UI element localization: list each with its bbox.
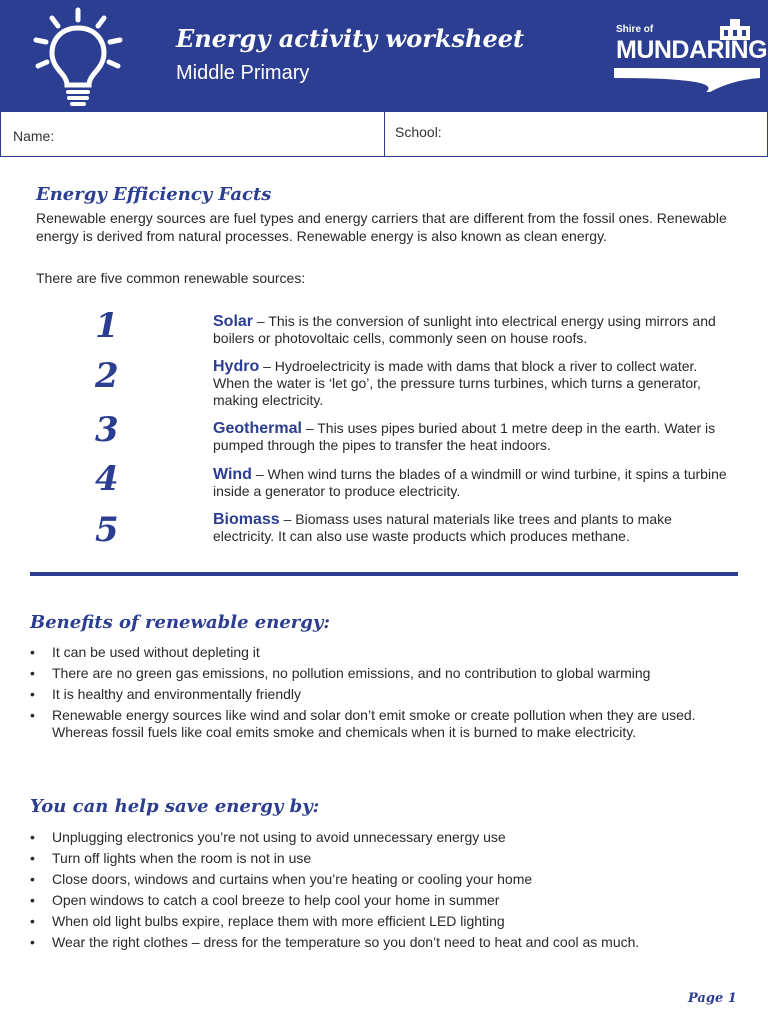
school-label: School: xyxy=(395,123,442,140)
list-item: • Turn off lights when the room is not in use xyxy=(30,850,730,867)
logo-text-small: Shire of xyxy=(616,24,654,35)
source-text: – This is the conversion of sunlight into electrical energy using mirrors and boilers or photovoltaic cells, commonly seen on house roofs. xyxy=(213,313,716,346)
source-item xyxy=(213,313,733,347)
source-name: Solar xyxy=(213,313,254,330)
source-name: Biomass xyxy=(213,511,280,528)
name-school-row xyxy=(0,111,768,157)
source-text: – When wind turns the blades of a windmill or wind turbine, it spins a turbine inside a generator to produce electricity. xyxy=(213,466,727,499)
mundaring-logo xyxy=(614,18,768,92)
section-divider xyxy=(30,572,738,576)
logo-swoosh xyxy=(614,66,762,92)
list-item: • There are no green gas emissions, no pollution emissions, and no contribution to global warming xyxy=(30,665,730,682)
list-item: • Wear the right clothes – dress for the temperature so you don’t need to heat and cool as much. xyxy=(30,934,730,951)
worksheet-header xyxy=(0,0,768,111)
source-number: 4 xyxy=(95,459,119,499)
logo-text-big: MUNDARING xyxy=(616,36,768,64)
list-item: • It can be used without depleting it xyxy=(30,644,730,661)
benefits-list xyxy=(30,644,730,741)
facts-intro: Renewable energy sources are fuel types and energy carriers that are different from the fossil ones. Renewable energy is derived from natural processes. Renewable energy is also known as clean energy. xyxy=(36,210,727,244)
list-item: • Renewable energy sources like wind and solar don’t emit smoke or create pollution when they are used. Whereas fossil fuels like coal emits smoke and chemicals when it is burned to make electricity. xyxy=(30,707,730,741)
source-number: 3 xyxy=(95,410,119,450)
benefits-heading: Benefits of renewable energy: xyxy=(30,612,330,633)
list-item: • Unplugging electronics you’re not using to avoid unnecessary energy use xyxy=(30,829,730,846)
source-text: – Biomass uses natural materials like trees and plants to make electricity. It can also use waste products which produces methane. xyxy=(213,511,672,544)
lightbulb-icon xyxy=(30,6,126,106)
source-name: Hydro xyxy=(213,358,260,375)
source-name: Geothermal xyxy=(213,420,302,437)
worksheet-title: Energy activity worksheet xyxy=(176,24,525,53)
source-number: 5 xyxy=(95,510,119,550)
list-item: • It is healthy and environmentally friendly xyxy=(30,686,730,703)
source-item xyxy=(213,420,733,454)
list-item: • Close doors, windows and curtains when you’re heating or cooling your home xyxy=(30,871,730,888)
source-number: 2 xyxy=(95,356,119,396)
save-heading: You can help save energy by: xyxy=(30,796,320,817)
worksheet-subtitle: Middle Primary xyxy=(176,62,310,84)
source-item xyxy=(213,511,733,545)
source-number: 1 xyxy=(95,306,119,346)
page-number: Page 1 xyxy=(688,991,737,1006)
facts-lead: There are five common renewable sources: xyxy=(36,270,306,286)
list-item: • When old light bulbs expire, replace them with more efficient LED lighting xyxy=(30,913,730,930)
list-item: • Open windows to catch a cool breeze to help cool your home in summer xyxy=(30,892,730,909)
source-text: – This uses pipes buried about 1 metre deep in the earth. Water is pumped through the pipes to transfer the heat indoors. xyxy=(213,420,716,453)
facts-heading: Energy Efficiency Facts xyxy=(36,184,272,205)
name-label: Name: xyxy=(13,128,55,144)
name-field[interactable] xyxy=(1,112,385,156)
source-item xyxy=(213,466,733,500)
source-name: Wind xyxy=(213,466,252,483)
school-field[interactable] xyxy=(385,112,767,156)
save-list xyxy=(30,829,730,951)
source-item xyxy=(213,358,733,409)
source-text: – Hydroelectricity is made with dams that block a river to collect water. When the water is ‘let go’, the pressure turns turbines, which turns a generator, making electricity. xyxy=(213,358,701,408)
